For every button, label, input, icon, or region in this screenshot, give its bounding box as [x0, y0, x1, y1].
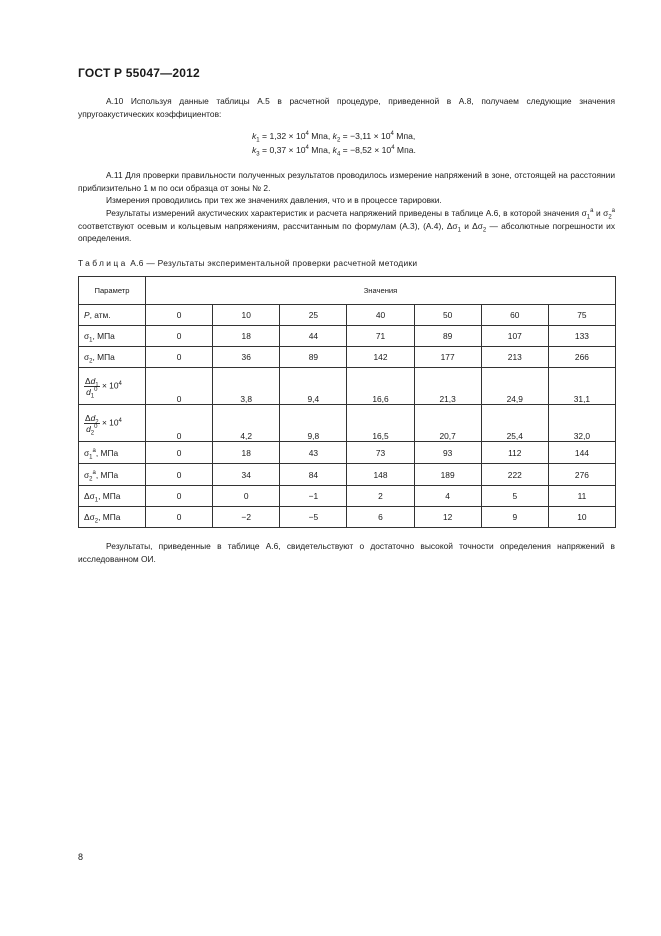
row-label-pressure: P, атм. [79, 305, 146, 326]
table-cell: 84 [280, 464, 347, 486]
table-row [79, 405, 616, 442]
table-cell: 10 [548, 507, 615, 528]
table-cell: 71 [347, 326, 414, 347]
table-cell: 36 [213, 347, 280, 368]
table-cell: 25,4 [481, 405, 548, 442]
table-cell: 32,0 [548, 405, 615, 442]
paragraph-conclusion: Результаты, приведенные в таблице А.6, свидетельствуют о достаточно высокой точности определения напряжений в исследованном ОИ. [78, 541, 615, 564]
table-cell: 112 [481, 442, 548, 464]
column-header-values: Значения [146, 277, 616, 305]
table-cell: 89 [414, 326, 481, 347]
table-cell: 4 [414, 486, 481, 507]
table-cell: 0 [146, 368, 213, 405]
paragraph-a11: А.11 Для проверки правильности полученных результатов проводилось измерение напряжений в зоне, отстоящей на расстоянии приблизительно 1 м по оси образца от зоны № 2. [78, 170, 615, 193]
table-cell: 9 [481, 507, 548, 528]
table-cell: −5 [280, 507, 347, 528]
table-cell: 12 [414, 507, 481, 528]
paragraph-results: Результаты измерений акустических характеристик и расчета напряжений приведены в таблице А.6, в которой значения $\sigma_1^a$ и $\sigma_2^a$ соответствуют осевым и кольцевым напряжениям, рассчитанным по формулам (А.3), (А.4), $\Delta\sigma_1$ и $\Delta\sigma_2$ — абсолютные погрешности их определения. [78, 208, 616, 244]
table-row [79, 464, 616, 486]
table-cell: 20,7 [414, 405, 481, 442]
equation-k1-k2: $k_1 = 1,32 \times 10^4$ Мпа, $k_2 = -3,11 \times 10^4$ Мпа, [252, 131, 416, 144]
row-label-relative-d1: $\frac{\Delta d_1}{d_1^0}$ × $10^4$ [79, 368, 146, 405]
table-cell: 16,5 [347, 405, 414, 442]
row-label-delta-sigma2: $\Delta\sigma_2$, МПа [79, 507, 146, 528]
table-header-row [79, 277, 616, 305]
table-cell: 50 [414, 305, 481, 326]
table-cell: 75 [548, 305, 615, 326]
table-cell: 9,4 [280, 368, 347, 405]
table-cell: 177 [414, 347, 481, 368]
table-row [79, 305, 616, 326]
table-row [79, 368, 616, 405]
table-cell: −1 [280, 486, 347, 507]
table-cell: 0 [146, 326, 213, 347]
table-cell: 43 [280, 442, 347, 464]
row-label-sigma2: $\sigma_2$, МПа [79, 347, 146, 368]
table-cell: 18 [213, 442, 280, 464]
page-number: 8 [78, 852, 84, 862]
table-cell: 2 [347, 486, 414, 507]
table-cell: 31,1 [548, 368, 615, 405]
table-cell: 44 [280, 326, 347, 347]
equation-k3-k4: $k_3 = 0,37 \times 10^4$ Мпа, $k_4 = -8,52 \times 10^4$ Мпа. [252, 145, 416, 158]
table-cell: 0 [146, 405, 213, 442]
table-cell: 107 [481, 326, 548, 347]
table-cell: 11 [548, 486, 615, 507]
table-cell: 189 [414, 464, 481, 486]
table-cell: 222 [481, 464, 548, 486]
table-cell: −2 [213, 507, 280, 528]
table-cell: 0 [146, 347, 213, 368]
table-cell: 4,2 [213, 405, 280, 442]
table-cell: 16,6 [347, 368, 414, 405]
table-cell: 266 [548, 347, 615, 368]
table-cell: 276 [548, 464, 615, 486]
table-cell: 144 [548, 442, 615, 464]
table-row [79, 326, 616, 347]
table-cell: 133 [548, 326, 615, 347]
table-cell: 60 [481, 305, 548, 326]
row-label-sigma2-a: $\sigma_2^a$, МПа [79, 464, 146, 486]
table-cell: 89 [280, 347, 347, 368]
table-cell: 9,8 [280, 405, 347, 442]
table-row [79, 347, 616, 368]
table-row [79, 486, 616, 507]
table-cell: 73 [347, 442, 414, 464]
row-label-relative-d2: $\frac{\Delta d_2}{d_2^0}$ × $10^4$ [79, 405, 146, 442]
table-cell: 93 [414, 442, 481, 464]
table-cell: 0 [146, 305, 213, 326]
table-cell: 0 [146, 442, 213, 464]
row-label-sigma1: $\sigma_1$, МПа [79, 326, 146, 347]
row-label-sigma1-a: $\sigma_1^a$, МПа [79, 442, 146, 464]
row-label-delta-sigma1: $\Delta\sigma_1$, МПа [79, 486, 146, 507]
table-cell: 21,3 [414, 368, 481, 405]
table-cell: 34 [213, 464, 280, 486]
table-cell: 6 [347, 507, 414, 528]
column-header-parameter: Параметр [79, 277, 146, 305]
table-row [79, 442, 616, 464]
table-cell: 0 [146, 486, 213, 507]
paragraph-a10: А.10 Используя данные таблицы А.5 в расчетной процедуре, приведенной в А.8, получаем следующие значения упругоакустических коэффициентов: [78, 96, 615, 119]
table-cell: 148 [347, 464, 414, 486]
table-cell: 0 [146, 464, 213, 486]
table-cell: 18 [213, 326, 280, 347]
table-cell: 25 [280, 305, 347, 326]
table-cell: 0 [146, 507, 213, 528]
table-cell: 5 [481, 486, 548, 507]
table-cell: 40 [347, 305, 414, 326]
table-row [79, 507, 616, 528]
table-cell: 0 [213, 486, 280, 507]
table-cell: 10 [213, 305, 280, 326]
paragraph-measurements: Измерения проводились при тех же значениях давления, что и в процессе тарировки. [106, 195, 442, 205]
table-caption: Таблица А.6 — Результаты экспериментальной проверки расчетной методики [78, 258, 418, 268]
table-cell: 213 [481, 347, 548, 368]
results-table [78, 276, 616, 528]
document-header: ГОСТ Р 55047—2012 [78, 66, 200, 80]
table-cell: 142 [347, 347, 414, 368]
table-cell: 24,9 [481, 368, 548, 405]
table-cell: 3,8 [213, 368, 280, 405]
